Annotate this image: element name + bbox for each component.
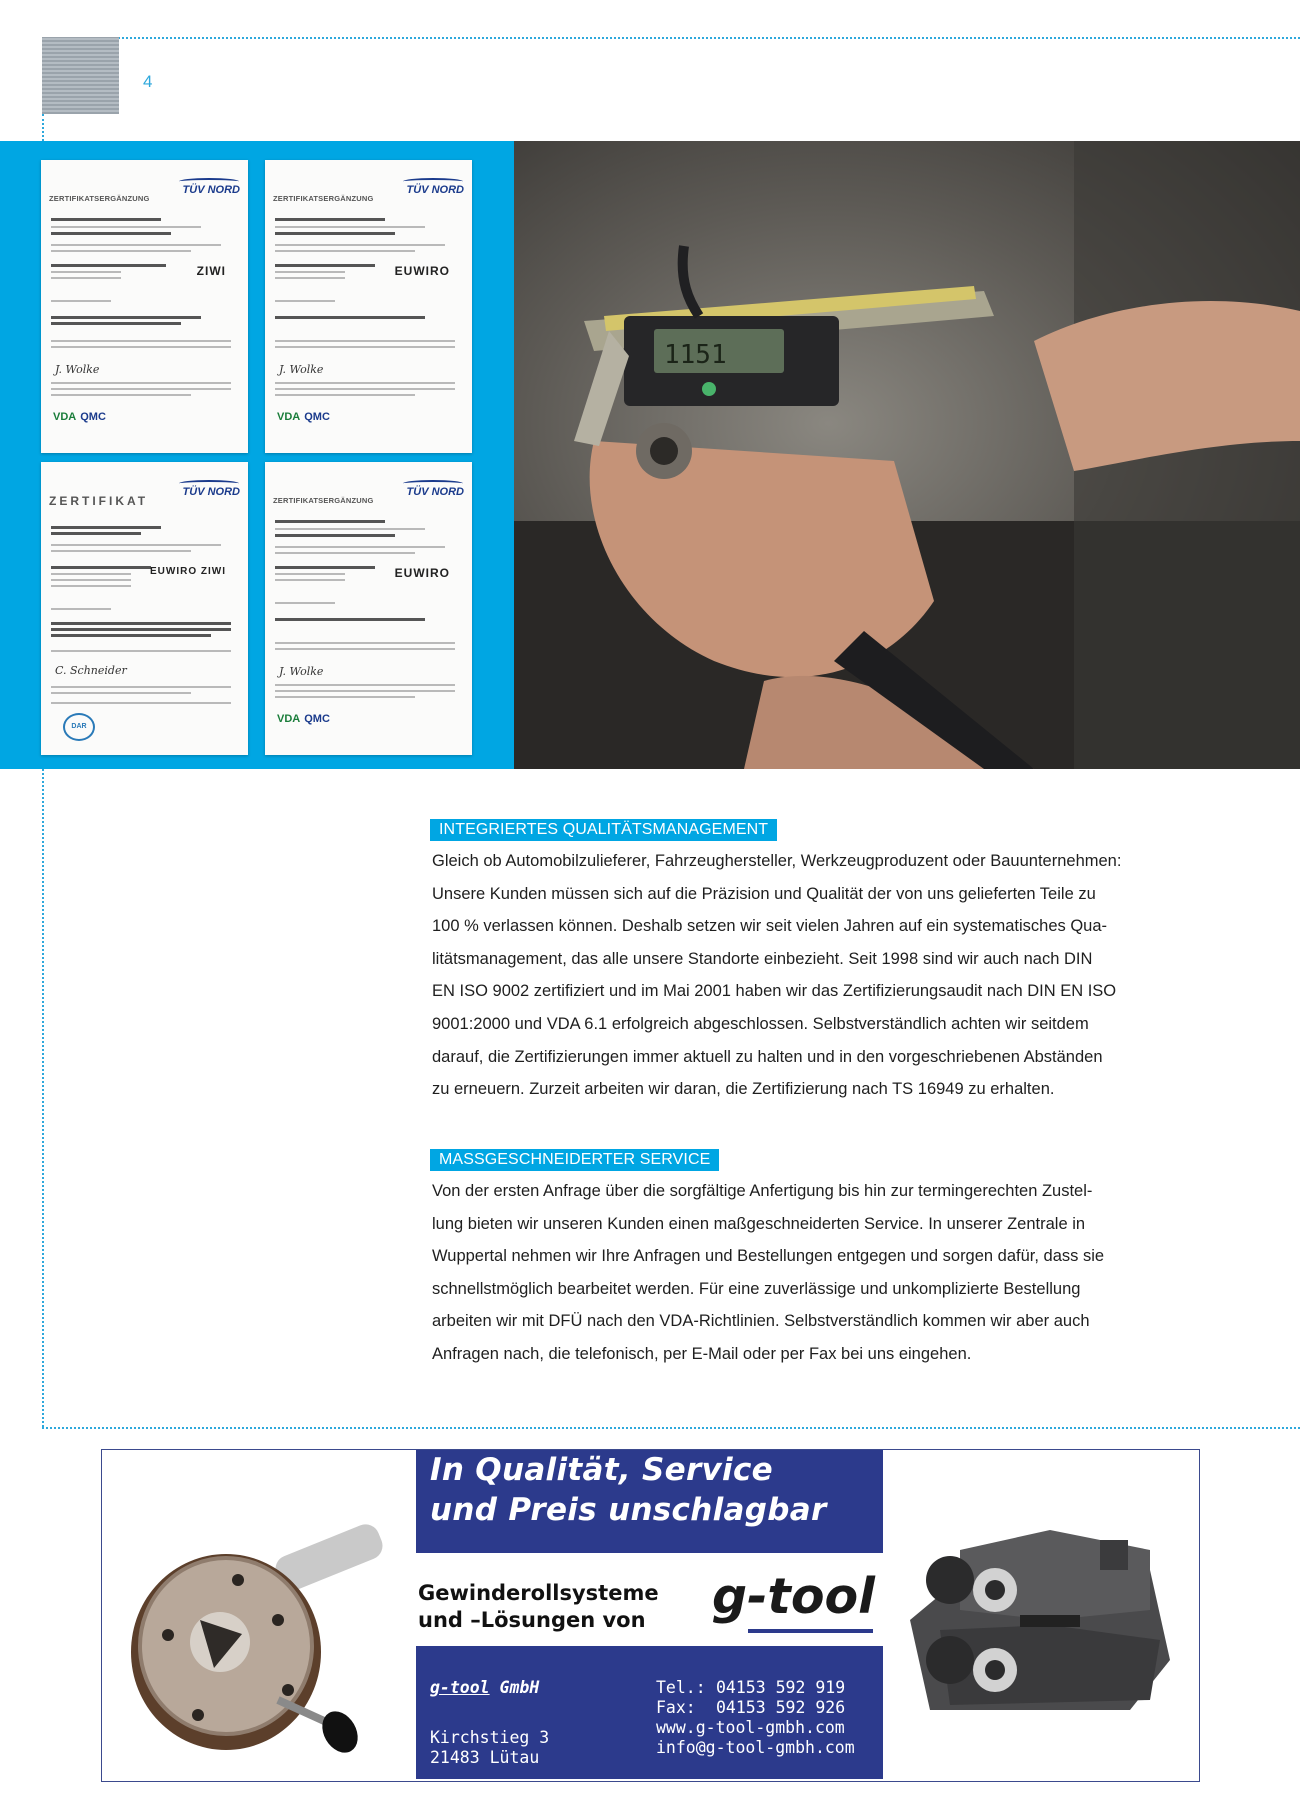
ad-subline-line: und –Lösungen von bbox=[418, 1608, 646, 1632]
caliper-illustration bbox=[514, 141, 1300, 769]
page-number: 4 bbox=[143, 72, 153, 91]
text-line: 9001:2000 und VDA 6.1 erfolgreich abgeschlossen. Selbstverständlich achten wir seitdem bbox=[432, 1014, 1089, 1033]
text-line: Wuppertal nehmen wir Ihre Anfragen und Bestellungen entgegen und sorgen dafür, dass sie bbox=[432, 1247, 1105, 1266]
certificate-card bbox=[265, 160, 472, 453]
fax-number: 04153 592 926 bbox=[716, 1698, 846, 1717]
certificate-signature: J. Wolke bbox=[55, 363, 100, 376]
company-logo: ZIWI bbox=[196, 264, 226, 278]
text-line: 100 % verlassen können. Deshalb setzen wir seit vielen Jahren auf ein systematisches Qua- bbox=[432, 917, 1108, 936]
ad-headline-line: und Preis unschlagbar bbox=[430, 1492, 827, 1528]
fax-label: Fax: bbox=[656, 1698, 696, 1717]
accreditation-logo: DAR bbox=[63, 713, 95, 741]
left-rule-top bbox=[42, 114, 44, 141]
phone-number: 04153 592 919 bbox=[716, 1678, 846, 1697]
vda-logo: VDA QMC bbox=[53, 411, 106, 423]
tuv-nord-logo: TÜV NORD bbox=[182, 184, 240, 196]
company-logo: EUWIRO bbox=[394, 566, 450, 580]
text-line: litätsmanagement, das alle unsere Standorte einbezieht. Seit 1998 sind wir auch nach DIN bbox=[432, 949, 1093, 968]
certificate-heading: ZERTIFIKAT bbox=[49, 494, 149, 508]
tuv-nord-logo: TÜV NORD bbox=[406, 184, 464, 196]
certificate-card bbox=[41, 160, 248, 453]
thread-rolling-head-image bbox=[128, 1510, 398, 1760]
text-line: darauf, die Zertifizierungen immer aktuell zu halten und in den vorgeschriebenen Abständen bbox=[432, 1047, 1103, 1066]
tuv-nord-logo: TÜV NORD bbox=[406, 486, 464, 498]
vda-logo: VDA QMC bbox=[277, 713, 330, 725]
certificate-card bbox=[41, 462, 248, 755]
website-link[interactable]: www.g-tool-gmbh.com bbox=[656, 1718, 845, 1737]
left-rule-mid bbox=[42, 769, 44, 1427]
phone-label: Tel.: bbox=[656, 1678, 706, 1697]
certificate-signature: J. Wolke bbox=[279, 665, 324, 678]
text-line: Gleich ob Automobilzulieferer, Fahrzeughersteller, Werkzeugproduzent oder Bauunternehmen: bbox=[432, 852, 1122, 870]
g-tool-logo-underline bbox=[748, 1629, 873, 1633]
text-line: arbeiten wir mit DFÜ nach den VDA-Richtlinien. Selbstverständlich kommen wir aber auch bbox=[432, 1312, 1090, 1331]
g-tool-logo: g-tool bbox=[712, 1568, 875, 1625]
quality-paragraph bbox=[432, 845, 1202, 1106]
ad-headline-line: In Qualität, Service bbox=[430, 1452, 773, 1488]
certificate-heading: ZERTIFIKATSERGÄNZUNG bbox=[273, 194, 374, 203]
certificate-card bbox=[265, 462, 472, 755]
text-line: Anfragen nach, die telefonisch, per E-Mail oder per Fax bei uns eingehen. bbox=[432, 1344, 972, 1363]
certificate-heading: ZERTIFIKATSERGÄNZUNG bbox=[273, 496, 374, 505]
thread-rolling-tool-image bbox=[900, 1510, 1180, 1750]
company-logo: EUWIRO bbox=[394, 264, 450, 278]
ad-subline bbox=[418, 1580, 659, 1634]
text-line: lung bieten wir unseren Kunden einen maßgeschneiderten Service. In unserer Zentrale in bbox=[432, 1214, 1086, 1233]
text-line: EN ISO 9002 zertifiziert und im Mai 2001 haben wir das Zertifizierungsaudit nach DIN EN ISO bbox=[432, 982, 1117, 1001]
certificate-signature: C. Schneider bbox=[55, 664, 127, 677]
text-line: zu erneuern. Zurzeit arbeiten wir daran, die Zertifizierung nach TS 16949 zu erhalten. bbox=[432, 1080, 1055, 1099]
certificate-heading: ZERTIFIKATSERGÄNZUNG bbox=[49, 194, 150, 203]
address-street: Kirchstieg 3 bbox=[430, 1728, 550, 1747]
page-tab-graphic bbox=[42, 37, 119, 114]
address-city: 21483 Lütau bbox=[430, 1748, 540, 1767]
top-rule bbox=[118, 37, 1300, 39]
email-link[interactable]: info@g-tool-gmbh.com bbox=[656, 1738, 855, 1757]
ad-contact-box bbox=[416, 1646, 883, 1779]
certificate-signature: J. Wolke bbox=[279, 363, 324, 376]
ad-headline bbox=[416, 1450, 883, 1553]
text-line: schnellstmöglich bearbeitet werden. Für eine zuverlässige und unkomplizierte Bestellung bbox=[432, 1279, 1081, 1298]
service-paragraph bbox=[432, 1175, 1202, 1371]
company-name: g-tool GmbH bbox=[430, 1678, 540, 1697]
section-heading-quality: INTEGRIERTES QUALITÄTSMANAGEMENT bbox=[430, 819, 777, 841]
text-line: Von der ersten Anfrage über die sorgfältige Anfertigung bis hin zur termingerechten Zustel- bbox=[432, 1182, 1093, 1200]
ad-subline-line: Gewinderollsysteme bbox=[418, 1581, 659, 1605]
bottom-rule bbox=[42, 1427, 1300, 1429]
vda-logo: VDA QMC bbox=[277, 411, 330, 423]
text-line: Unsere Kunden müssen sich auf die Präzision und Qualität der von uns gelieferten Teile zu bbox=[432, 884, 1096, 903]
company-logo: EUWIRO ZIWI bbox=[150, 566, 226, 577]
tuv-nord-logo: TÜV NORD bbox=[182, 486, 240, 498]
section-heading-service: MASSGESCHNEIDERTER SERVICE bbox=[430, 1149, 719, 1171]
caliper-photo bbox=[514, 141, 1300, 769]
svg-text:1151: 1151 bbox=[664, 340, 727, 370]
